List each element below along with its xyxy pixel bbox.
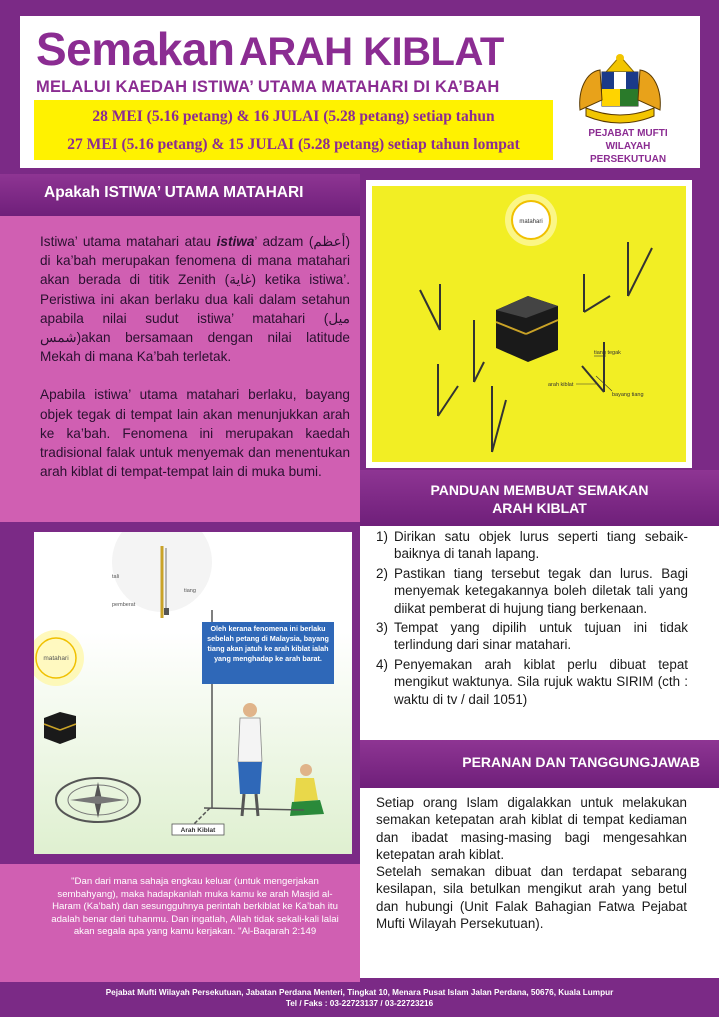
panduan-heading: PANDUAN MEMBUAT SEMAKAN ARAH KIBLAT	[430, 482, 649, 516]
label-tali: tali	[112, 574, 120, 580]
footer	[0, 982, 719, 1017]
list-item: 4) Penyemakan arah kiblat perlu dibuat tepat mengikut waktunya. Sila rujuk waktu SIRIM (cth : waktu di tv / dail 1051)	[376, 656, 688, 707]
istiwa-paragraph-1: Istiwa’ utama matahari atau istiwa’ adzam (أعظم) di ka’bah merupakan fenomena di mana matahari akan berada di titik Zenith (غاية) ketika istiwa’. Peristiwa ini akan berlaku dua kali dalam setahun apabila nilai sudut istiwa’ matahari (ميل شمس)akan bersamaan dengan nilai latitude Mekah di mana Ka’bah terletak.	[40, 234, 350, 365]
page-subtitle: MELALUI KAEDAH ISTIWA’ UTAMA MATAHARI DI KA’BAH	[36, 78, 500, 96]
office-name-line1: PEJABAT MUFTI	[588, 128, 668, 139]
scene-drawing	[34, 532, 352, 854]
label-bayang-tiang: bayang tiang	[612, 392, 644, 398]
label-arah-kiblat: arah kiblat	[548, 382, 574, 388]
date-line-normal-year: 28 MEI (5.16 petang) & 16 JULAI (5.28 petang) setiap tahun	[92, 108, 495, 125]
istiwa-paragraph-2: Apabila istiwa’ utama matahari berlaku, bayang objek tegak di tempat lain akan menunjukkan arah ke ka’bah. Fenomena ini merupakan kaedah tradisional falak untuk menyemak dan menentukan arah kiblat di tempat-tempat lain di muka bumi.	[40, 387, 350, 480]
list-item: 2) Pastikan tiang tersebut tegak dan lurus. Bagi menyemak ketegakannya boleh diletak tali yang diikat pemberat di hujung tiang berkenaan.	[376, 565, 688, 616]
list-item: 1) Dirikan satu objek lurus seperti tiang sebaik-baiknya di tanah lapang.	[376, 529, 688, 562]
afternoon-note: Oleh kerana fenomena ini berlaku sebelah petang di Malaysia, bayang tiang akan jatuh ke arah kiblat ialah yang menghadap ke arah barat.	[202, 622, 334, 684]
label-arah-kiblat-bottom: Arah Kiblat	[180, 827, 216, 834]
label-tiang-tegak: tiang tegak	[594, 350, 621, 356]
kaaba-icon	[496, 296, 558, 362]
office-name	[570, 127, 686, 166]
istiwa-body	[40, 232, 350, 500]
shadow-diagram-illustration	[372, 186, 686, 462]
title-part-semakan: Semakan	[36, 23, 235, 75]
panduan-steps	[376, 528, 688, 710]
footer-address: Pejabat Mufti Wilayah Persekutuan, Jabatan Perdana Menteri, Tingkat 10, Menara Pusat Islam Jalan Perdana, 50676, Kuala Lumpur	[105, 988, 614, 997]
title-part-arah-kiblat: ARAH KIBLAT	[238, 30, 504, 74]
label-tiang: tiang	[184, 588, 196, 594]
peranan-paragraph-1: Setiap orang Islam digalakkan untuk melakukan semakan ketepatan arah kiblat di tempat kediaman dan ibadat masing-masing bagi mengesahkan ketepatan arah kiblat.	[376, 795, 687, 862]
coat-of-arms-icon	[572, 50, 668, 128]
date-line-leap-year: 27 MEI (5.16 petang) & 15 JULAI (5.28 petang) setiap tahun lompat	[67, 136, 520, 153]
sun-label: matahari	[43, 655, 69, 662]
label-pemberat: pemberat	[112, 602, 136, 608]
peranan-paragraph-2: Setelah semakan dibuat dan terdapat sebarang kesilapan, sila betulkan mengikut arah yang betul dan hubungi (Unit Falak Bahagian Fatwa Pejabat Mufti Wilayah Persekutuan).	[376, 864, 687, 932]
peranan-body	[376, 794, 687, 932]
callout-lines	[576, 356, 612, 391]
sun-label: matahari	[519, 219, 543, 225]
kaaba-icon	[44, 712, 76, 744]
list-item: 3) Tempat yang dipilih untuk tujuan ini tidak terlindung dari sinar matahari.	[376, 620, 688, 653]
footer-phone: Tel / Faks : 03-22723137 / 03-22723216	[285, 999, 434, 1008]
quran-quote: "Dan dari mana sahaja engkau keluar (untuk mengerjakan sembahyang), maka hadapkanlah muka kamu ke arah Masjid al-Haram (Ka’bah) dan sesungguhnya perintah berkiblat ke Ka’bah itu adalah benar dari tuhanmu. Dan ingatlah, Allah tidak sekali-kali lalai akan segala apa yang kamu kerjakan. "Al-Baqarah 2:149	[51, 876, 339, 938]
date-box	[34, 100, 553, 160]
istiwa-heading: Apakah ISTIWA’ UTAMA MATAHARI	[44, 184, 304, 201]
peranan-heading: PERANAN DAN TANGGUNGJAWAB	[462, 754, 700, 770]
office-name-line2: WILAYAH PERSEKUTUAN	[589, 141, 667, 165]
page-title	[36, 22, 504, 76]
